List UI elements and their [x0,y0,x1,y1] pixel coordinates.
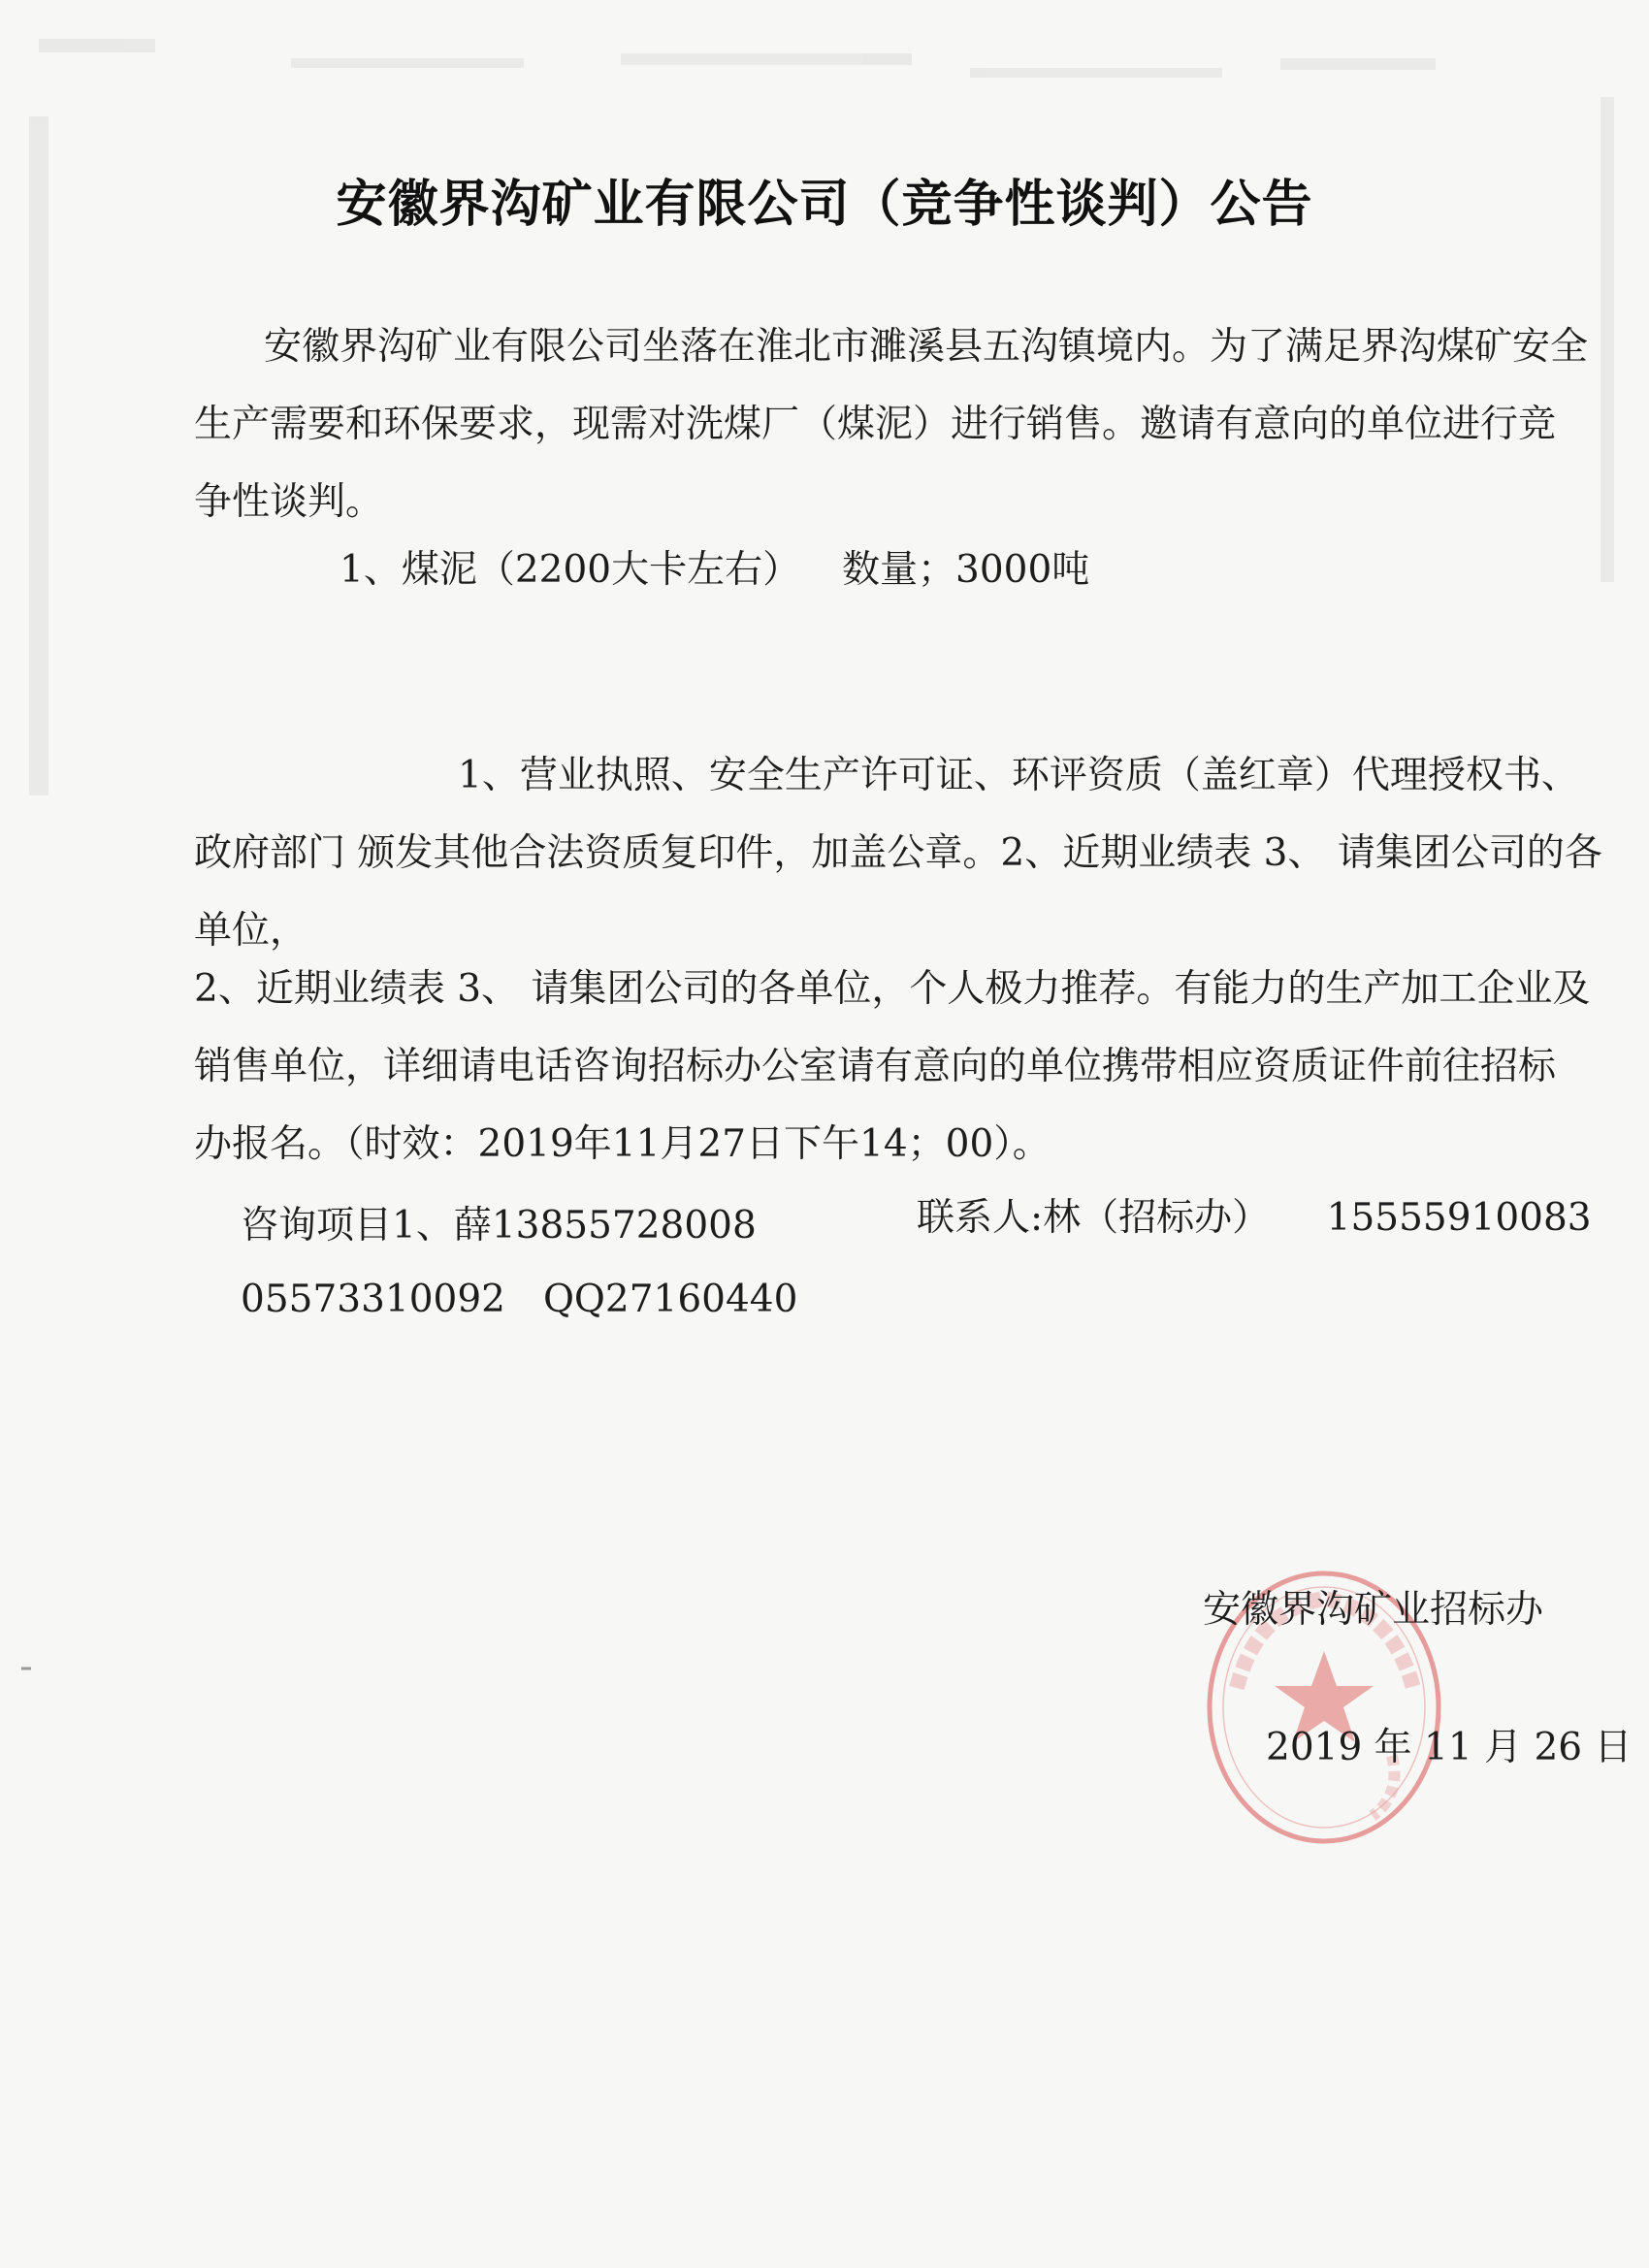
contact-line-2: 05573310092 QQ27160440 [241,1278,798,1321]
item-1-quantity: 数量；3000吨 [842,548,1090,592]
requirements-paragraph-2: 2、近期业绩表 3、 请集团公司的各单位，个人极力推荐。有能力的生产加工企业及销售单位，详细请电话咨询招标办公室请有意向的单位携带相应资质证件前往招标办报名。（时效：2019年11月27日下午14；00）。 [194,967,1591,1166]
requirements-paragraph-1: 1、营业执照、安全生产许可证、环评资质（盖红章）代理授权书、政府部门 颁发其他合法资质复印件，加盖公章。2、近期业绩表 3、 请集团公司的各单位， [194,754,1602,953]
signature-date: 2019 年 11 月 26 日 [1266,1726,1633,1769]
contact-left: 咨询项目1、薛13855728008 [241,1204,757,1247]
document-title: 安徽界沟矿业有限公司（竞争性谈判）公告 [336,176,1313,234]
signature-organization: 安徽界沟矿业招标办 [1203,1588,1544,1632]
intro-paragraph: 安徽界沟矿业有限公司坐落在淮北市濉溪县五沟镇境内。为了满足界沟煤矿安全生产需要和环保要求，现需对洗煤厂（煤泥）进行销售。邀请有意向的单位进行竞争性谈判。 [194,325,1589,524]
item-1-name: 1、煤泥（2200大卡左右） [340,548,801,592]
contact-right: 联系人:林（招标办） 15555910083 [917,1196,1592,1240]
